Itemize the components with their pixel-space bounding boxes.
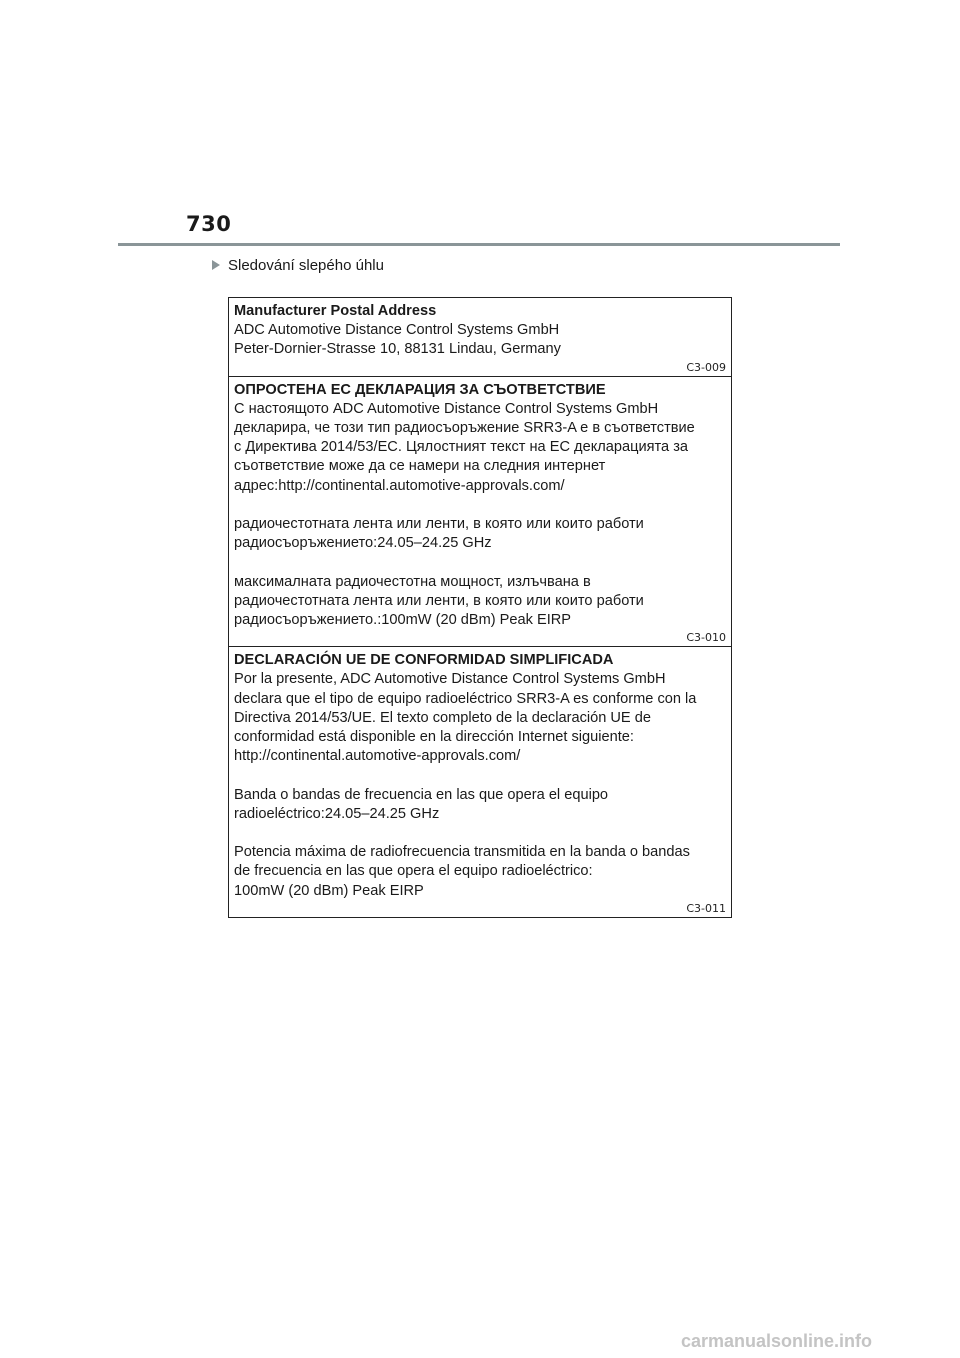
block-paragraph: Por la presente, ADC Automotive Distance Control Systems GmbH declara que el tipo de equipo radioeléctrico SRR3-A es conforme con la Directiva 2014/53/UE. El texto completo de la declaración UE de conformidad está disponible en la dirección Internet siguiente: http://continental.automotive-approvals.com/ [234, 671, 697, 765]
block-paragraph: радиочестотната лента или ленти, в която или които работи радиосъоръжението:24.05–24.25 GHz [234, 516, 644, 552]
block-title: ОПРОСТЕНА ЕС ДЕКЛАРАЦИЯ ЗА СЪОТВЕТСТВИЕ [234, 381, 606, 398]
header-rule [118, 243, 840, 246]
bulgarian-declaration-block [229, 376, 731, 647]
block-code: C3-010 [686, 631, 726, 645]
section-heading [212, 255, 384, 275]
block-title: Manufacturer Postal Address [234, 303, 437, 319]
block-code: C3-009 [686, 360, 726, 374]
block-paragraph: Banda o bandas de frecuencia en las que opera el equipo radioeléctrico:24.05–24.25 GHz [234, 786, 609, 822]
block-title: DECLARACIÓN UE DE CONFORMIDAD SIMPLIFICADA [234, 652, 614, 669]
manufacturer-address-block [229, 298, 731, 376]
spanish-declaration-block [229, 646, 731, 917]
block-paragraph: максималната радиочестотна мощност, излъчвана в радиочестотната лента или ленти, в която или които работи радиосъоръжението.:100mW (20 dBm) Peak EIRP [234, 573, 644, 629]
block-paragraph: ADC Automotive Distance Control Systems GmbH Peter-Dornier-Strasse 10, 88131 Lindau, Germany [234, 322, 561, 358]
watermark-text: carmanualsonline.info [680, 1331, 872, 1351]
block-paragraph: С настоящото ADC Automotive Distance Control Systems GmbH декларира, че този тип радиосъоръжение SRR3-A е в съответствие с Директива 2014/53/ЕС. Цялостният текст на ЕС декларацията за съответствие може да се намери на следния интернет адрес:http://continental.automotive-approvals.com/ [234, 400, 695, 494]
triangle-arrow-icon [212, 260, 220, 270]
section-heading-label: Sledování slepého úhlu [228, 256, 384, 274]
page-number: 730 [186, 212, 232, 236]
block-code: C3-011 [686, 901, 726, 915]
block-paragraph: Potencia máxima de radiofrecuencia transmitida en la banda o bandas de frecuencia en las que opera el equipo radioeléctrico: 100mW (20 dBm) Peak EIRP [234, 844, 690, 899]
certification-label-box [228, 297, 732, 918]
